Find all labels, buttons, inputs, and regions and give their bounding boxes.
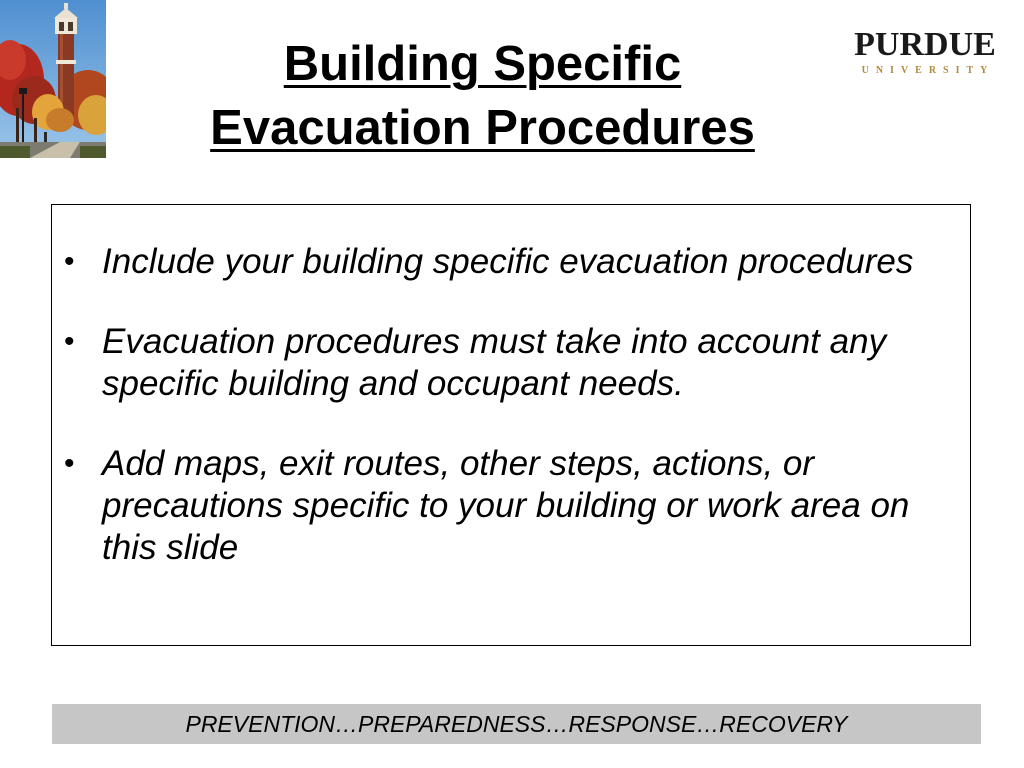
bullet-dot-icon: • xyxy=(64,245,75,278)
bullet-item xyxy=(62,443,930,569)
bullet-item xyxy=(62,241,930,283)
purdue-logo xyxy=(850,28,1000,80)
content-box xyxy=(51,204,971,646)
logo-subtitle: UNIVERSITY xyxy=(861,65,995,76)
bullet-text: Include your building specific evacuation procedures xyxy=(102,242,914,281)
bell-tower-photo-icon xyxy=(0,0,106,158)
bullet-dot-icon: • xyxy=(64,447,75,480)
bullet-text: Evacuation procedures must take into account any specific building and occupant needs. xyxy=(102,322,887,403)
footer-bar: PREVENTION…PREPAREDNESS…RESPONSE…RECOVERY xyxy=(52,704,981,744)
title-line-1: Building Specific xyxy=(283,37,682,91)
bullet-dot-icon: • xyxy=(64,325,75,358)
bullet-text: Add maps, exit routes, other steps, actions, or precautions specific to your building or work area on this slide xyxy=(102,444,910,567)
title-line-2: Evacuation Procedures xyxy=(210,101,755,155)
slide-title xyxy=(110,32,855,160)
logo-wordmark: PURDUE xyxy=(854,26,996,63)
bullet-item xyxy=(62,321,930,405)
bullet-list xyxy=(52,205,970,569)
